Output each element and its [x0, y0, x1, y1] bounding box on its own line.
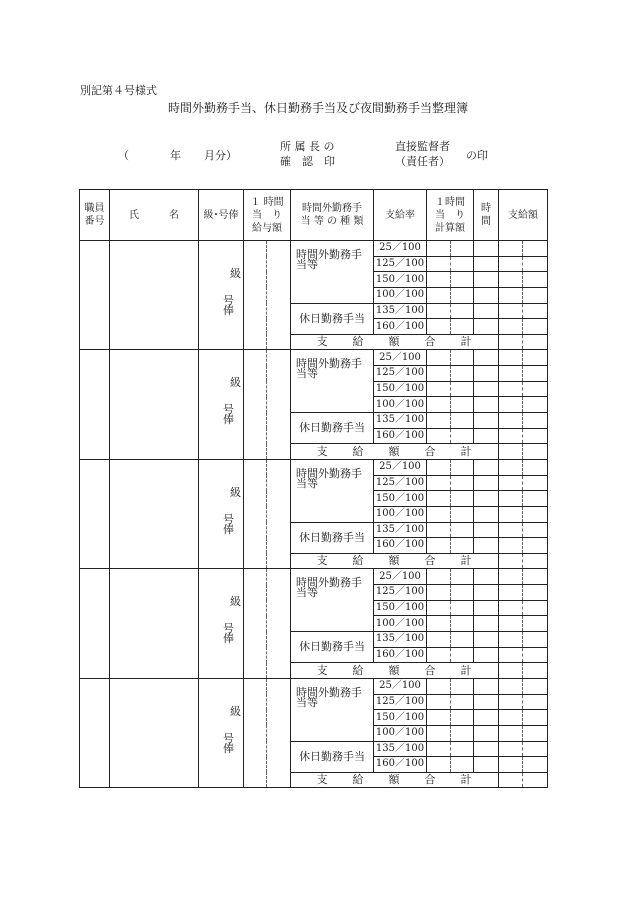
rate-cell: 25／100	[374, 569, 427, 585]
amount-cell-a[interactable]	[499, 241, 523, 257]
calc-cell-a[interactable]	[427, 741, 451, 757]
rate-cell: 135／100	[374, 413, 427, 429]
amount-cell-a[interactable]	[499, 287, 523, 303]
total-amount-b[interactable]	[523, 334, 548, 350]
total-label: 支 給 額 合 計	[291, 663, 499, 679]
amount-cell-a[interactable]	[499, 350, 523, 366]
seal-label: の印	[466, 149, 488, 162]
calc-cell-b[interactable]	[451, 757, 474, 773]
total-amount-b[interactable]	[523, 772, 548, 788]
calc-cell-a[interactable]	[427, 757, 451, 773]
amount-cell-b[interactable]	[523, 741, 548, 757]
staff-no-cell[interactable]	[80, 350, 110, 459]
calc-cell-b[interactable]	[451, 506, 474, 522]
hourly-pay-cell-b[interactable]	[267, 350, 291, 459]
supervisor-line-1: 直接監督者	[395, 140, 450, 153]
amount-cell-a[interactable]	[499, 397, 523, 413]
col-allowance-type: 時間外勤務手 当 等 の 種 類	[291, 190, 374, 241]
grade-label: 級	[230, 267, 241, 280]
allowance-register-table	[79, 189, 548, 788]
step-label: 号俸	[223, 403, 234, 427]
holiday-type-cell: 休日勤務手当	[291, 413, 374, 444]
amount-cell-a[interactable]	[499, 585, 523, 601]
chief-confirmation-seal	[280, 139, 335, 169]
hours-cell[interactable]	[474, 241, 499, 257]
calc-cell-a[interactable]	[427, 350, 451, 366]
calc-cell-a[interactable]	[427, 647, 451, 663]
amount-cell-b[interactable]	[523, 506, 548, 522]
holiday-type-cell: 休日勤務手当	[291, 522, 374, 553]
calc-cell-b[interactable]	[451, 475, 474, 491]
rate-cell: 25／100	[374, 678, 427, 694]
calc-cell-b[interactable]	[451, 287, 474, 303]
calc-cell-b[interactable]	[451, 366, 474, 382]
overtime-type-cell: 時間外勤務手 当等	[291, 241, 374, 304]
hours-cell[interactable]	[474, 757, 499, 773]
hours-cell[interactable]	[474, 475, 499, 491]
calc-cell-a[interactable]	[427, 678, 451, 694]
rate-cell: 150／100	[374, 491, 427, 507]
hours-cell[interactable]	[474, 710, 499, 726]
hours-cell[interactable]	[474, 397, 499, 413]
amount-cell-b[interactable]	[523, 725, 548, 741]
supervisor-seal	[395, 139, 450, 169]
amount-cell-b[interactable]	[523, 600, 548, 616]
rate-cell: 125／100	[374, 585, 427, 601]
amount-cell-b[interactable]	[523, 287, 548, 303]
hours-cell[interactable]	[474, 491, 499, 507]
hours-cell[interactable]	[474, 350, 499, 366]
col-grade-step: 級･号俸	[199, 190, 244, 241]
amount-cell-b[interactable]	[523, 647, 548, 663]
calc-cell-a[interactable]	[427, 616, 451, 632]
name-cell[interactable]	[110, 350, 199, 459]
amount-cell-a[interactable]	[499, 725, 523, 741]
calc-cell-b[interactable]	[451, 647, 474, 663]
amount-cell-b[interactable]	[523, 413, 548, 429]
calc-cell-a[interactable]	[427, 694, 451, 710]
rate-cell: 100／100	[374, 397, 427, 413]
chief-line-1: 所 属 長 の	[280, 140, 335, 153]
total-amount-b[interactable]	[523, 444, 548, 460]
hourly-pay-cell-a[interactable]	[244, 350, 267, 459]
calc-cell-b[interactable]	[451, 600, 474, 616]
calc-cell-b[interactable]	[451, 710, 474, 726]
hours-cell[interactable]	[474, 366, 499, 382]
rate-cell: 150／100	[374, 710, 427, 726]
amount-cell-b[interactable]	[523, 616, 548, 632]
amount-cell-a[interactable]	[499, 319, 523, 335]
amount-cell-b[interactable]	[523, 585, 548, 601]
grade-label: 級	[230, 595, 241, 609]
calc-cell-b[interactable]	[451, 303, 474, 319]
rate-cell: 160／100	[374, 538, 427, 554]
calc-cell-b[interactable]	[451, 241, 474, 257]
rate-cell: 125／100	[374, 256, 427, 272]
grade-step-cell[interactable]	[199, 350, 244, 459]
total-label: 支 給 額 合 計	[291, 334, 499, 350]
holiday-type-cell: 休日勤務手当	[291, 741, 374, 772]
amount-cell-b[interactable]	[523, 632, 548, 648]
name-cell[interactable]	[110, 241, 199, 350]
amount-cell-b[interactable]	[523, 381, 548, 397]
rate-cell: 135／100	[374, 303, 427, 319]
total-amount-a[interactable]	[499, 334, 523, 350]
rate-cell: 25／100	[374, 350, 427, 366]
total-label: 支 給 額 合 計	[291, 553, 499, 569]
rate-cell: 150／100	[374, 381, 427, 397]
calc-cell-a[interactable]	[427, 600, 451, 616]
total-amount-a[interactable]	[499, 444, 523, 460]
calc-cell-a[interactable]	[427, 256, 451, 272]
hours-cell[interactable]	[474, 600, 499, 616]
calc-cell-a[interactable]	[427, 366, 451, 382]
rate-cell: 100／100	[374, 506, 427, 522]
rate-cell: 160／100	[374, 757, 427, 773]
calc-cell-a[interactable]	[427, 319, 451, 335]
amount-cell-a[interactable]	[499, 522, 523, 538]
hours-cell[interactable]	[474, 632, 499, 648]
rate-cell: 150／100	[374, 272, 427, 288]
amount-cell-b[interactable]	[523, 319, 548, 335]
hours-cell[interactable]	[474, 725, 499, 741]
calc-cell-a[interactable]	[427, 459, 451, 475]
rate-row	[80, 459, 548, 475]
calc-cell-a[interactable]	[427, 725, 451, 741]
grade-label: 級	[230, 485, 241, 499]
calc-cell-a[interactable]	[427, 491, 451, 507]
amount-cell-a[interactable]	[499, 741, 523, 757]
hours-cell[interactable]	[474, 428, 499, 444]
rate-cell: 160／100	[374, 319, 427, 335]
amount-cell-b[interactable]	[523, 522, 548, 538]
amount-cell-b[interactable]	[523, 491, 548, 507]
amount-cell-a[interactable]	[499, 491, 523, 507]
hours-cell[interactable]	[474, 381, 499, 397]
calc-cell-b[interactable]	[451, 413, 474, 429]
calc-cell-b[interactable]	[451, 569, 474, 585]
grade-label: 級	[230, 704, 241, 718]
hours-cell[interactable]	[474, 647, 499, 663]
calc-cell-a[interactable]	[427, 475, 451, 491]
calc-cell-b[interactable]	[451, 694, 474, 710]
total-label: 支 給 額 合 計	[291, 444, 499, 460]
hourly-pay-cell-b[interactable]	[267, 241, 291, 350]
staff-no-cell[interactable]	[80, 569, 110, 678]
amount-cell-b[interactable]	[523, 303, 548, 319]
rate-row	[80, 678, 548, 694]
grade-label: 級	[230, 376, 241, 390]
amount-cell-b[interactable]	[523, 475, 548, 491]
amount-cell-a[interactable]	[499, 538, 523, 554]
rate-cell: 125／100	[374, 475, 427, 491]
hourly-pay-cell-b[interactable]	[267, 569, 291, 678]
hourly-pay-cell-b[interactable]	[267, 678, 291, 787]
rate-cell: 160／100	[374, 428, 427, 444]
overtime-type-cell: 時間外勤務手 当等	[291, 569, 374, 632]
amount-cell-a[interactable]	[499, 428, 523, 444]
calc-cell-b[interactable]	[451, 632, 474, 648]
amount-cell-a[interactable]	[499, 303, 523, 319]
total-label: 支 給 額 合 計	[291, 772, 499, 788]
rate-cell: 160／100	[374, 647, 427, 663]
hourly-pay-cell-a[interactable]	[244, 241, 267, 350]
rate-cell: 125／100	[374, 694, 427, 710]
amount-cell-a[interactable]	[499, 710, 523, 726]
employee-blocks	[80, 241, 548, 788]
amount-cell-a[interactable]	[499, 459, 523, 475]
calc-cell-b[interactable]	[451, 741, 474, 757]
hours-cell[interactable]	[474, 459, 499, 475]
rate-cell: 150／100	[374, 600, 427, 616]
amount-cell-b[interactable]	[523, 569, 548, 585]
staff-no-cell[interactable]	[80, 241, 110, 350]
amount-cell-b[interactable]	[523, 272, 548, 288]
holiday-type-cell: 休日勤務手当	[291, 303, 374, 334]
hours-cell[interactable]	[474, 678, 499, 694]
step-label: 号俸	[223, 731, 234, 755]
hours-cell[interactable]	[474, 272, 499, 288]
total-amount-a[interactable]	[499, 663, 523, 679]
rate-row	[80, 350, 548, 366]
rate-cell: 100／100	[374, 725, 427, 741]
overtime-type-cell: 時間外勤務手 当等	[291, 350, 374, 413]
amount-cell-a[interactable]	[499, 272, 523, 288]
hours-cell[interactable]	[474, 506, 499, 522]
amount-cell-b[interactable]	[523, 757, 548, 773]
calc-cell-b[interactable]	[451, 381, 474, 397]
amount-cell-b[interactable]	[523, 459, 548, 475]
supervisor-line-2: （責任者）	[395, 155, 450, 168]
amount-cell-b[interactable]	[523, 397, 548, 413]
hours-cell[interactable]	[474, 694, 499, 710]
amount-cell-b[interactable]	[523, 350, 548, 366]
form-label: 別記第４号様式	[80, 84, 157, 97]
col-amount: 支給額	[499, 190, 548, 241]
calc-cell-b[interactable]	[451, 459, 474, 475]
amount-cell-a[interactable]	[499, 256, 523, 272]
table-header-row	[80, 190, 548, 241]
amount-cell-a[interactable]	[499, 632, 523, 648]
overtime-type-cell: 時間外勤務手 当等	[291, 678, 374, 741]
amount-cell-a[interactable]	[499, 381, 523, 397]
amount-cell-a[interactable]	[499, 600, 523, 616]
col-rate: 支給率	[374, 190, 427, 241]
rate-cell: 25／100	[374, 459, 427, 475]
calc-cell-b[interactable]	[451, 319, 474, 335]
amount-cell-b[interactable]	[523, 241, 548, 257]
hours-cell[interactable]	[474, 569, 499, 585]
staff-no-cell[interactable]	[80, 678, 110, 787]
rate-cell: 125／100	[374, 366, 427, 382]
calc-cell-a[interactable]	[427, 413, 451, 429]
calc-cell-b[interactable]	[451, 725, 474, 741]
calc-cell-b[interactable]	[451, 678, 474, 694]
amount-cell-b[interactable]	[523, 256, 548, 272]
rate-row	[80, 241, 548, 257]
overtime-type-cell: 時間外勤務手 当等	[291, 459, 374, 522]
calc-cell-a[interactable]	[427, 428, 451, 444]
col-hourly-calc: １時間 当 り 計算額	[427, 190, 474, 241]
rate-cell: 135／100	[374, 522, 427, 538]
amount-cell-b[interactable]	[523, 428, 548, 444]
calc-cell-a[interactable]	[427, 397, 451, 413]
period-year: 年	[170, 149, 181, 162]
calc-cell-b[interactable]	[451, 350, 474, 366]
hours-cell[interactable]	[474, 287, 499, 303]
calc-cell-a[interactable]	[427, 381, 451, 397]
calc-cell-a[interactable]	[427, 303, 451, 319]
calc-cell-a[interactable]	[427, 506, 451, 522]
amount-cell-b[interactable]	[523, 694, 548, 710]
calc-cell-a[interactable]	[427, 287, 451, 303]
hours-cell[interactable]	[474, 522, 499, 538]
period-open: （	[118, 149, 129, 162]
col-hourly-pay: １ 時間 当 り 給与額	[244, 190, 291, 241]
calc-cell-a[interactable]	[427, 538, 451, 554]
amount-cell-a[interactable]	[499, 506, 523, 522]
col-name: 氏 名	[110, 190, 199, 241]
rate-cell: 135／100	[374, 741, 427, 757]
calc-cell-b[interactable]	[451, 522, 474, 538]
calc-cell-a[interactable]	[427, 241, 451, 257]
amount-cell-a[interactable]	[499, 366, 523, 382]
rate-cell: 100／100	[374, 287, 427, 303]
total-amount-a[interactable]	[499, 553, 523, 569]
grade-step-cell[interactable]	[199, 241, 244, 350]
document-title: 時間外勤務手当、休日勤務手当及び夜間勤務手当整理簿	[168, 101, 469, 115]
total-amount-b[interactable]	[523, 663, 548, 679]
calc-cell-b[interactable]	[451, 272, 474, 288]
hours-cell[interactable]	[474, 413, 499, 429]
calc-cell-b[interactable]	[451, 256, 474, 272]
calc-cell-b[interactable]	[451, 491, 474, 507]
amount-cell-a[interactable]	[499, 757, 523, 773]
name-cell[interactable]	[110, 569, 199, 678]
calc-cell-a[interactable]	[427, 585, 451, 601]
amount-cell-a[interactable]	[499, 413, 523, 429]
amount-cell-a[interactable]	[499, 694, 523, 710]
amount-cell-b[interactable]	[523, 710, 548, 726]
calc-cell-a[interactable]	[427, 569, 451, 585]
amount-cell-a[interactable]	[499, 678, 523, 694]
chief-line-2: 確 認 印	[280, 155, 335, 168]
col-staff-no: 職員 番号	[80, 190, 110, 241]
hourly-pay-cell-a[interactable]	[244, 678, 267, 787]
calc-cell-a[interactable]	[427, 632, 451, 648]
hours-cell[interactable]	[474, 616, 499, 632]
amount-cell-a[interactable]	[499, 475, 523, 491]
grade-step-cell[interactable]	[199, 678, 244, 787]
calc-cell-b[interactable]	[451, 538, 474, 554]
holiday-type-cell: 休日勤務手当	[291, 632, 374, 663]
calc-cell-a[interactable]	[427, 710, 451, 726]
period-month: 月分）	[204, 149, 237, 162]
calc-cell-b[interactable]	[451, 428, 474, 444]
staff-no-cell[interactable]	[80, 459, 110, 568]
total-amount-a[interactable]	[499, 772, 523, 788]
amount-cell-a[interactable]	[499, 647, 523, 663]
step-label: 号俸	[223, 512, 234, 536]
hours-cell[interactable]	[474, 256, 499, 272]
step-label: 号俸	[223, 294, 234, 317]
hourly-pay-cell-a[interactable]	[244, 459, 267, 568]
calc-cell-b[interactable]	[451, 397, 474, 413]
rate-cell: 135／100	[374, 632, 427, 648]
name-cell[interactable]	[110, 459, 199, 568]
rate-cell: 25／100	[374, 241, 427, 257]
amount-cell-b[interactable]	[523, 538, 548, 554]
name-cell[interactable]	[110, 678, 199, 787]
grade-step-cell[interactable]	[199, 459, 244, 568]
hours-cell[interactable]	[474, 303, 499, 319]
calc-cell-a[interactable]	[427, 272, 451, 288]
grade-step-cell[interactable]	[199, 569, 244, 678]
hourly-pay-cell-b[interactable]	[267, 459, 291, 568]
step-label: 号俸	[223, 622, 234, 646]
total-amount-b[interactable]	[523, 553, 548, 569]
calc-cell-a[interactable]	[427, 522, 451, 538]
hours-cell[interactable]	[474, 319, 499, 335]
calc-cell-b[interactable]	[451, 616, 474, 632]
hours-cell[interactable]	[474, 585, 499, 601]
rate-row	[80, 569, 548, 585]
col-hours: 時 間	[474, 190, 499, 241]
hours-cell[interactable]	[474, 741, 499, 757]
amount-cell-a[interactable]	[499, 569, 523, 585]
calc-cell-b[interactable]	[451, 585, 474, 601]
hours-cell[interactable]	[474, 538, 499, 554]
hourly-pay-cell-a[interactable]	[244, 569, 267, 678]
amount-cell-b[interactable]	[523, 678, 548, 694]
rate-cell: 100／100	[374, 616, 427, 632]
amount-cell-b[interactable]	[523, 366, 548, 382]
amount-cell-a[interactable]	[499, 616, 523, 632]
